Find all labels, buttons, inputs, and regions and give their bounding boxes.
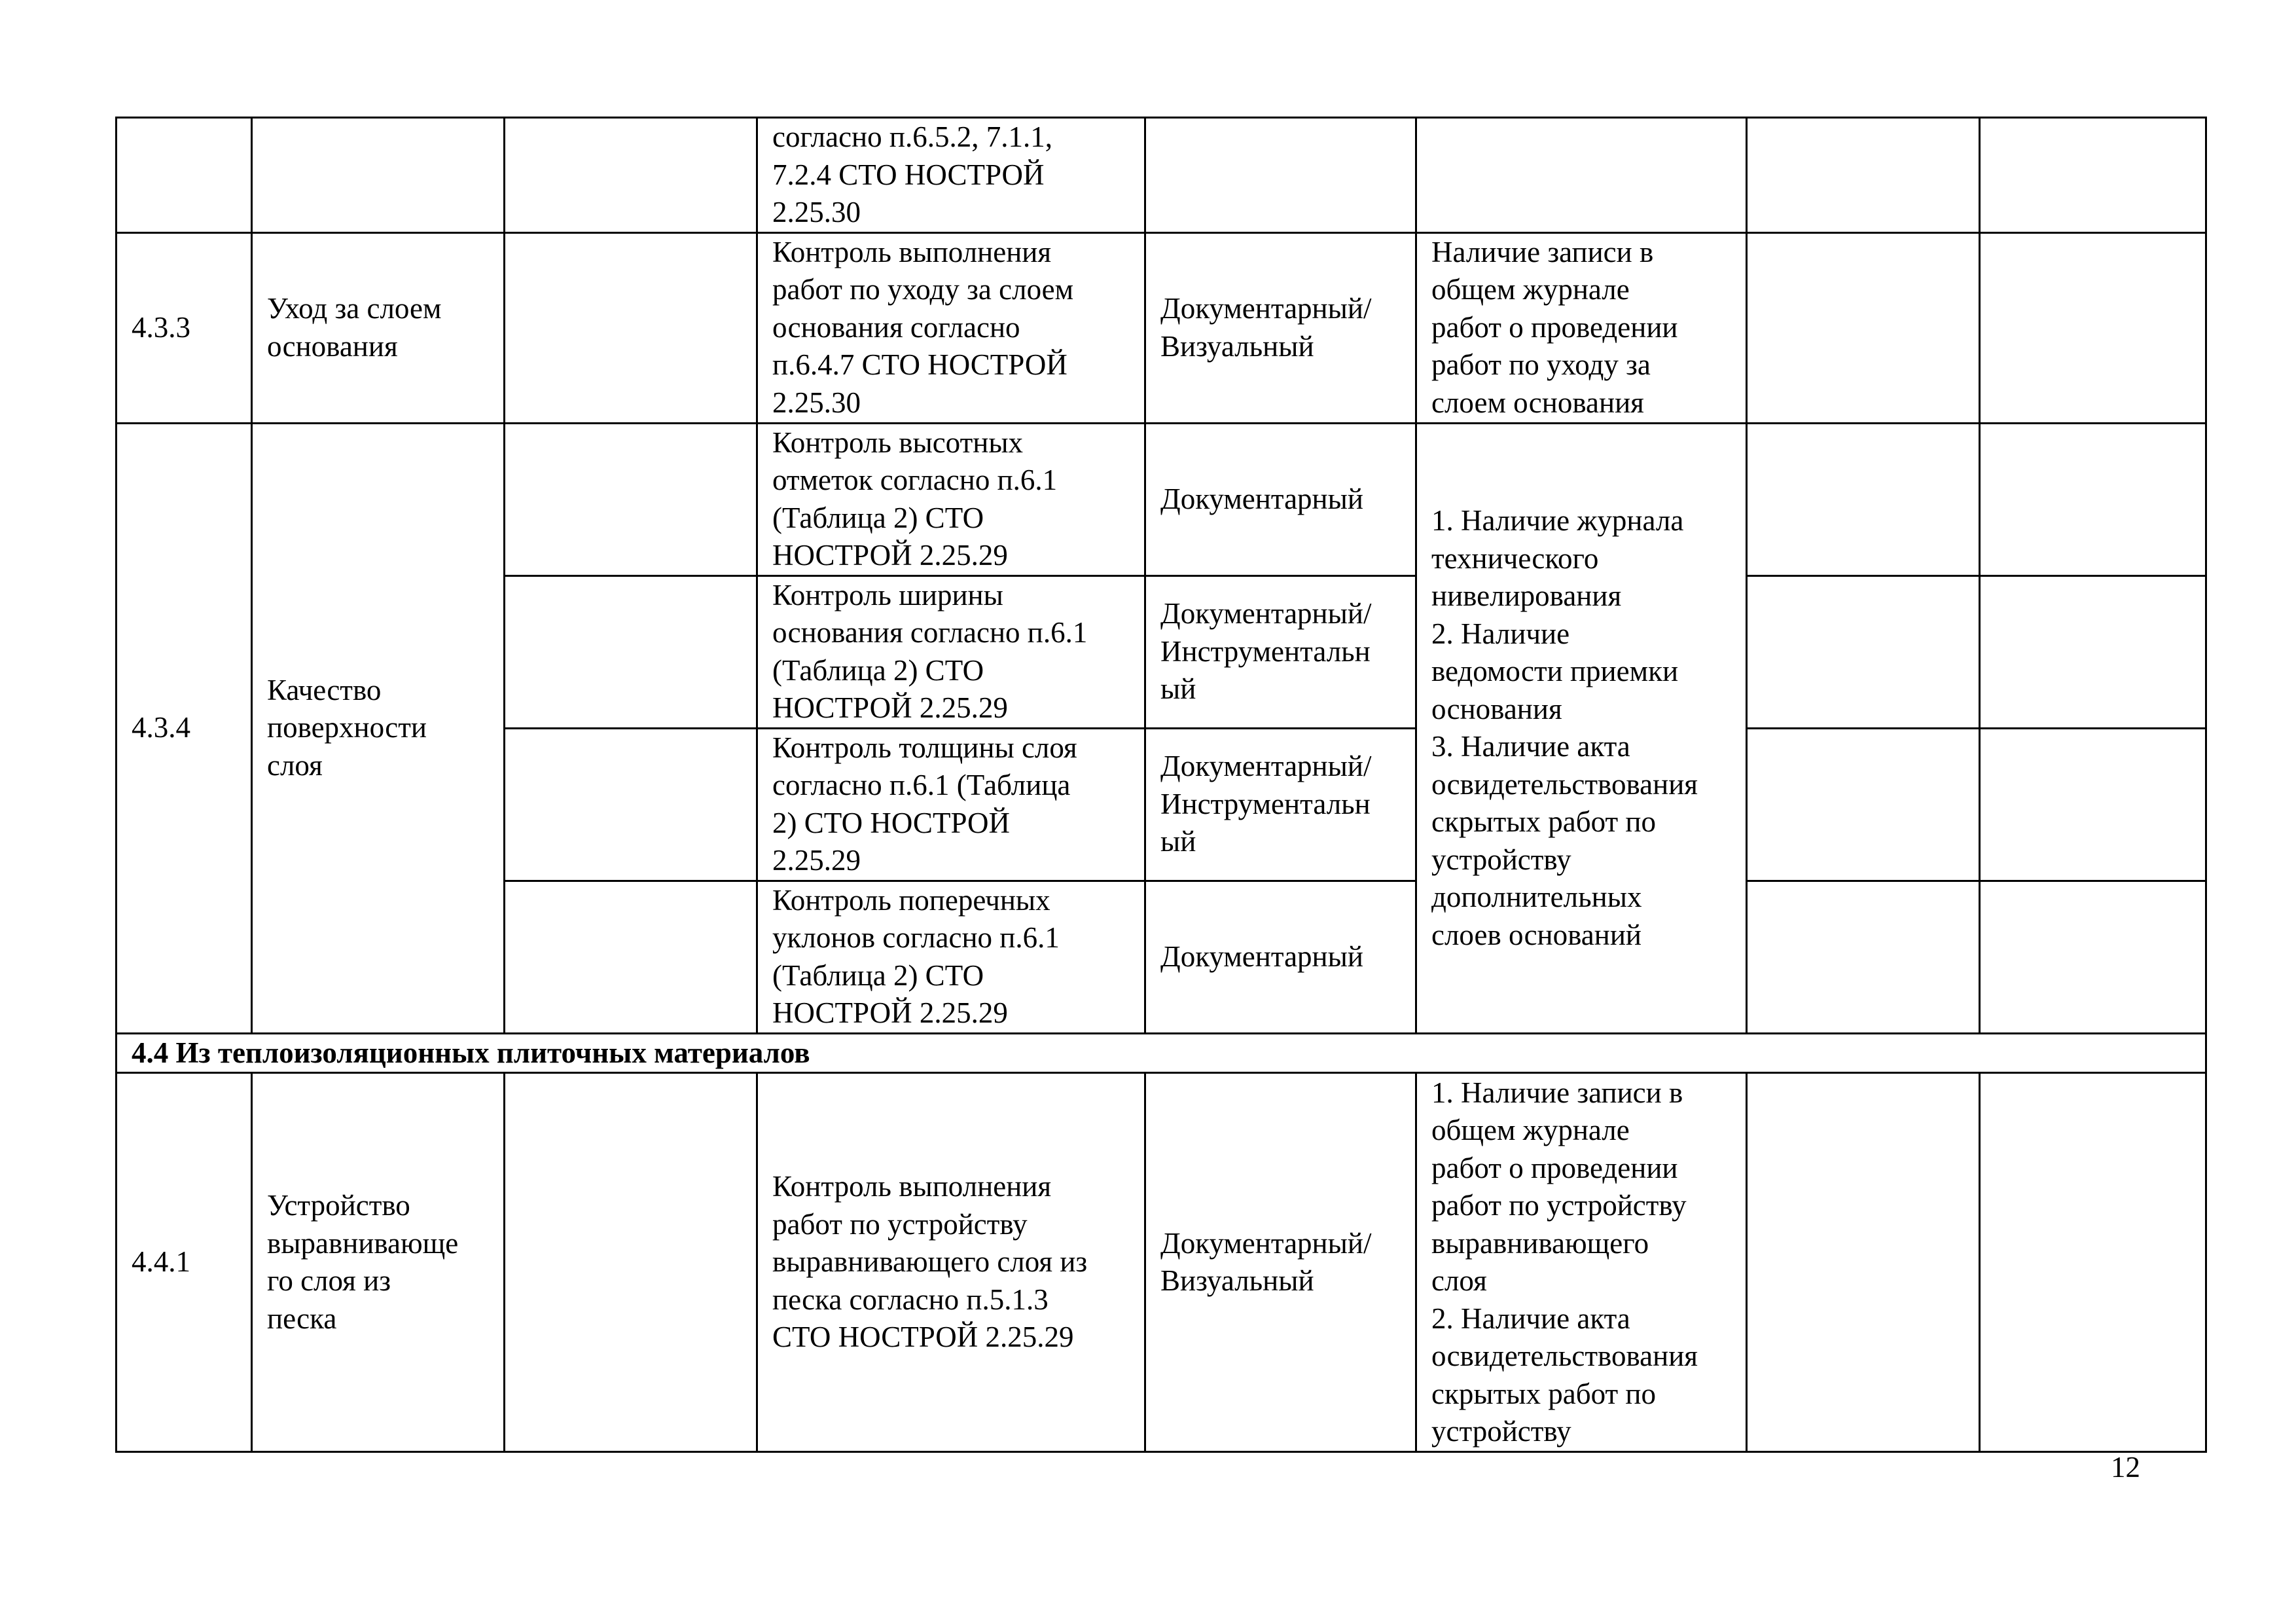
control-text: Контроль поперечных уклонов согласно п.6.1 (Таблица 2) СТО НОСТРОЙ 2.25.29 (757, 881, 1145, 1033)
control-method: Документарный/ Визуальный (1145, 232, 1416, 423)
item-name: Качество поверхности слоя (252, 423, 505, 1033)
control-text: Контроль выполнения работ по устройству выравнивающего слоя из песка согласно п.5.1.3 СТО НОСТРОЙ 2.25.29 (757, 1073, 1145, 1452)
empty-cell (1980, 728, 2206, 881)
empty-cell (1980, 232, 2206, 423)
empty-cell (505, 575, 757, 728)
empty-cell (1747, 1073, 1980, 1452)
control-method: Документарный (1145, 881, 1416, 1033)
table-row (117, 232, 2206, 423)
document-requirement: 1. Наличие журнала технического нивелирования 2. Наличие ведомости приемки основания 3. Наличие акта освидетельствования скрытых работ по устройству дополнительных слоев оснований (1416, 423, 1747, 1033)
empty-cell (505, 881, 757, 1033)
item-number: 4.4.1 (117, 1073, 252, 1452)
section-title: 4.4 Из теплоизоляционных плиточных материалов (117, 1033, 2206, 1073)
item-number: 4.3.3 (117, 232, 252, 423)
item-name: Уход за слоем основания (252, 232, 505, 423)
empty-cell (1980, 575, 2206, 728)
control-text: Контроль толщины слоя согласно п.6.1 (Таблица 2) СТО НОСТРОЙ 2.25.29 (757, 728, 1145, 881)
table-row (117, 423, 2206, 575)
inspection-table (115, 117, 2207, 1453)
item-name-cell (252, 118, 505, 233)
control-text: Контроль выполнения работ по уходу за слоем основания согласно п.6.4.7 СТО НОСТРОЙ 2.25.30 (757, 232, 1145, 423)
empty-cell (505, 423, 757, 575)
empty-cell (505, 118, 757, 233)
control-method: Документарный/ Визуальный (1145, 1073, 1416, 1452)
document-requirement: 1. Наличие записи в общем журнале работ о проведении работ по устройству выравнивающего слоя 2. Наличие акта освидетельствования скрытых работ по устройству (1416, 1073, 1747, 1452)
item-number: 4.3.4 (117, 423, 252, 1033)
empty-cell (1747, 728, 1980, 881)
empty-cell (505, 728, 757, 881)
item-number-cell (117, 118, 252, 233)
empty-cell (1980, 118, 2206, 233)
empty-cell (1980, 881, 2206, 1033)
control-method: Документарный/ Инструментальн ый (1145, 728, 1416, 881)
empty-cell (1980, 1073, 2206, 1452)
control-text: Контроль ширины основания согласно п.6.1 (Таблица 2) СТО НОСТРОЙ 2.25.29 (757, 575, 1145, 728)
empty-cell (1747, 423, 1980, 575)
item-name: Устройство выравнивающе го слоя из песка (252, 1073, 505, 1452)
empty-cell (1980, 423, 2206, 575)
empty-cell (505, 1073, 757, 1452)
control-text: Контроль высотных отметок согласно п.6.1 (Таблица 2) СТО НОСТРОЙ 2.25.29 (757, 423, 1145, 575)
document-cell (1416, 118, 1747, 233)
empty-cell (1747, 118, 1980, 233)
control-method: Документарный (1145, 423, 1416, 575)
control-text: согласно п.6.5.2, 7.1.1, 7.2.4 СТО НОСТРОЙ 2.25.30 (757, 118, 1145, 233)
table-row (117, 1073, 2206, 1452)
empty-cell (1747, 232, 1980, 423)
empty-cell (1747, 575, 1980, 728)
table-row (117, 118, 2206, 233)
document-requirement: Наличие записи в общем журнале работ о проведении работ по уходу за слоем основания (1416, 232, 1747, 423)
page-number: 12 (2111, 1451, 2140, 1484)
method-cell (1145, 118, 1416, 233)
empty-cell (505, 232, 757, 423)
control-method: Документарный/ Инструментальн ый (1145, 575, 1416, 728)
section-header-row (117, 1033, 2206, 1073)
empty-cell (1747, 881, 1980, 1033)
